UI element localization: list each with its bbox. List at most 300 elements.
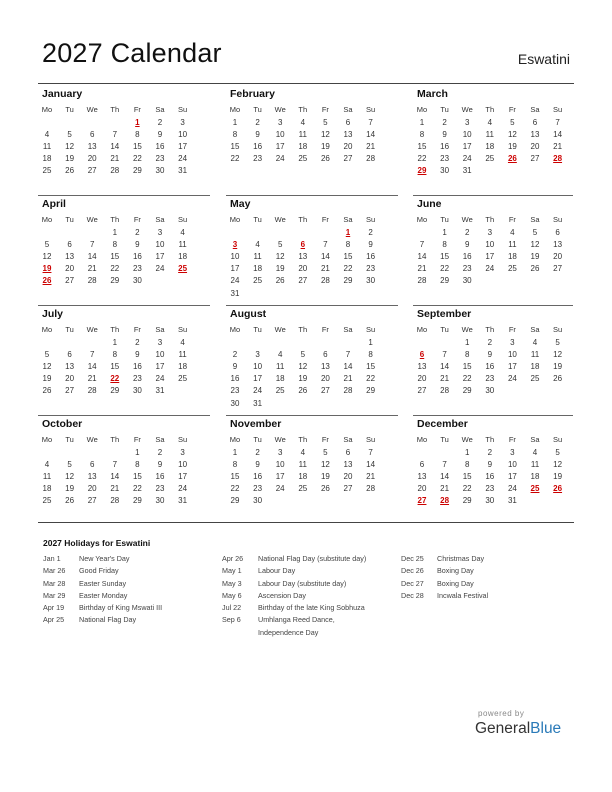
holiday-name: Labour Day (substitute day)	[258, 578, 347, 588]
holiday-name: New Year's Day	[79, 554, 130, 563]
calendar-day: 19	[507, 142, 517, 152]
calendar-day: 31	[462, 166, 472, 176]
weekday-header: Sa	[343, 215, 353, 224]
calendar-day: 21	[110, 154, 120, 164]
weekday-header: Th	[110, 105, 120, 114]
calendar-day: 16	[132, 362, 142, 372]
weekday-header: Mo	[41, 325, 53, 334]
calendar-day: 3	[180, 118, 185, 127]
calendar-day: 23	[132, 264, 142, 274]
calendar-day: 14	[553, 130, 563, 140]
weekday-header: Fr	[508, 105, 516, 114]
calendar-day: 27	[343, 484, 353, 494]
calendar-day: 29	[110, 276, 120, 286]
weekday-header: Fr	[133, 325, 141, 334]
calendar-day: 30	[132, 386, 142, 396]
calendar-day: 7	[442, 460, 447, 470]
calendar-day: 28	[110, 496, 120, 506]
holiday-item	[222, 578, 402, 590]
weekday-header: Sa	[155, 325, 165, 334]
calendar-day: 20	[87, 154, 97, 164]
calendar-day: 6	[345, 448, 351, 457]
calendar-day: 27	[298, 276, 308, 286]
calendar-day: 15	[417, 142, 427, 152]
weekday-header: We	[86, 105, 98, 114]
holiday-date-label: Jan 1	[43, 554, 61, 563]
calendar-day: 6	[67, 240, 72, 250]
weekday-header: We	[86, 435, 98, 444]
calendar-day: 21	[320, 264, 330, 274]
calendar-day: 18	[530, 362, 540, 372]
calendar-day: 18	[42, 484, 52, 494]
calendar-day: 2	[464, 228, 470, 237]
holiday-date-label: Apr 26	[222, 554, 244, 563]
country-name: Eswatini	[517, 51, 570, 67]
weekday-header: Sa	[155, 435, 165, 444]
calendar-day: 26	[275, 276, 285, 286]
holiday-date: 28	[553, 154, 563, 164]
calendar-day: 10	[155, 240, 165, 250]
calendar-day: 8	[232, 460, 238, 470]
calendar-day: 7	[368, 448, 373, 457]
calendar-day: 1	[419, 118, 425, 127]
calendar-day: 15	[366, 362, 376, 372]
weekday-header: Sa	[530, 325, 540, 334]
calendar-day: 15	[462, 362, 472, 372]
calendar-day: 11	[508, 240, 517, 250]
calendar-day: 6	[89, 130, 95, 140]
holiday-item	[43, 590, 223, 602]
calendar-day: 29	[110, 386, 120, 396]
calendar-day: 17	[155, 252, 165, 262]
calendar-day: 11	[530, 350, 540, 360]
calendar-day: 13	[417, 362, 427, 372]
calendar-day: 5	[532, 228, 538, 237]
calendar-day: 28	[366, 484, 376, 494]
holiday-date-label: Dec 26	[401, 566, 424, 576]
weekday-header: Mo	[229, 105, 241, 114]
calendar-day: 28	[87, 276, 97, 286]
calendar-day: 3	[464, 118, 470, 127]
calendar-day: 26	[320, 154, 330, 164]
calendar-day: 18	[42, 154, 52, 164]
holiday-date-label: May 1	[222, 566, 242, 576]
weekday-header: We	[274, 105, 286, 114]
calendar-day: 7	[112, 130, 118, 140]
holiday-name: Ascension Day	[258, 590, 306, 600]
calendar-day: 21	[440, 484, 450, 494]
calendar-day: 13	[417, 472, 427, 482]
holiday-date-label: Mar 29	[43, 590, 66, 600]
calendar-day: 10	[462, 130, 472, 140]
calendar-day: 4	[180, 338, 185, 347]
brand-logo[interactable]	[475, 720, 561, 738]
calendar-day: 15	[343, 252, 353, 262]
calendar-day: 26	[320, 484, 330, 494]
holiday-name: Boxing Day	[437, 566, 474, 576]
month-divider	[226, 305, 398, 306]
calendar-day: 13	[343, 130, 353, 140]
calendar-day: 20	[65, 264, 75, 274]
calendar-day: 18	[178, 252, 188, 262]
calendar-day: 8	[135, 460, 140, 470]
calendar-day: 7	[442, 350, 447, 360]
weekday-header: Th	[298, 325, 308, 334]
calendar-day: 21	[87, 374, 97, 384]
calendar-day: 12	[553, 460, 563, 470]
calendar-day: 23	[485, 484, 495, 494]
calendar-day: 20	[320, 374, 330, 384]
weekday-header: We	[461, 325, 473, 334]
calendar-day: 2	[232, 350, 238, 360]
month-january	[40, 85, 200, 185]
holiday-item	[222, 553, 402, 565]
weekday-header: Su	[366, 105, 376, 114]
holiday-item	[43, 565, 223, 577]
calendar-day: 20	[343, 142, 353, 152]
calendar-day: 14	[440, 362, 450, 372]
calendar-day: 23	[366, 264, 376, 274]
calendar-day: 9	[442, 130, 447, 140]
calendar-day: 25	[42, 166, 52, 176]
calendar-day: 28	[440, 386, 450, 396]
month-divider	[413, 195, 573, 196]
calendar-day: 4	[300, 118, 306, 127]
calendar-day: 27	[65, 386, 75, 396]
calendar-day: 17	[178, 142, 188, 152]
calendar-day: 24	[155, 374, 165, 384]
weekday-header: We	[86, 215, 98, 224]
calendar-day: 9	[232, 362, 238, 372]
calendar-day: 26	[530, 264, 540, 274]
calendar-day: 8	[368, 350, 373, 360]
holiday-item	[401, 590, 581, 602]
weekday-header: Th	[485, 435, 495, 444]
calendar-day: 16	[462, 252, 472, 262]
weekday-header: Tu	[65, 215, 74, 224]
month-divider	[226, 195, 398, 196]
calendar-day: 19	[553, 472, 563, 482]
calendar-day: 14	[87, 362, 97, 372]
calendar-day: 28	[320, 276, 330, 286]
calendar-day: 25	[298, 154, 308, 164]
calendar-day: 10	[155, 350, 165, 360]
calendar-day: 20	[553, 252, 563, 262]
calendar-day: 20	[65, 374, 75, 384]
calendar-day: 13	[343, 460, 353, 470]
calendar-day: 18	[298, 472, 308, 482]
calendar-day: 30	[440, 166, 450, 176]
calendar-day: 22	[462, 484, 472, 494]
calendar-day: 8	[419, 130, 425, 140]
calendar-day: 17	[485, 252, 495, 262]
calendar-day: 31	[155, 386, 165, 396]
weekday-header: Sa	[530, 435, 540, 444]
month-october	[40, 415, 200, 515]
calendar-day: 21	[553, 142, 563, 152]
holiday-date: 27	[417, 496, 427, 506]
holiday-date-label: May 6	[222, 590, 242, 600]
weekday-header: Sa	[155, 105, 165, 114]
holiday-item	[222, 614, 378, 639]
holiday-date: 1	[135, 118, 140, 127]
calendar-day: 20	[530, 142, 540, 152]
calendar-day: 22	[110, 264, 120, 274]
calendar-day: 16	[155, 472, 165, 482]
month-november	[228, 415, 388, 515]
calendar-day: 12	[320, 130, 330, 140]
calendar-day: 28	[87, 386, 97, 396]
calendar-day: 21	[366, 472, 376, 482]
calendar-day: 5	[277, 240, 283, 250]
holiday-date: 25	[530, 484, 540, 494]
calendar-day: 15	[440, 252, 450, 262]
calendar-day: 12	[65, 472, 75, 482]
holiday-name: National Flag Day	[79, 615, 137, 625]
calendar-day: 7	[345, 350, 351, 360]
calendar-day: 15	[132, 472, 142, 482]
calendar-day: 5	[67, 130, 72, 140]
calendar-day: 7	[112, 460, 118, 470]
month-may	[228, 195, 388, 298]
month-march	[415, 85, 575, 185]
holiday-item	[43, 614, 223, 626]
calendar-day: 19	[275, 264, 285, 274]
calendar-day: 4	[255, 240, 260, 250]
calendar-day: 23	[462, 264, 472, 274]
calendar-day: 21	[366, 142, 376, 152]
calendar-day: 5	[555, 338, 560, 347]
calendar-day: 30	[132, 276, 142, 286]
holiday-item	[43, 578, 223, 590]
calendar-day: 17	[155, 362, 165, 372]
calendar-day: 14	[320, 252, 330, 262]
calendar-day: 14	[440, 472, 450, 482]
calendar-day: 10	[275, 130, 285, 140]
calendar-day: 17	[253, 374, 263, 384]
month-june	[415, 195, 575, 295]
weekday-header: Fr	[133, 215, 141, 224]
holidays-heading: 2027 Holidays for Eswatini	[43, 538, 151, 548]
holiday-date: 1	[345, 228, 351, 237]
calendar-day: 4	[44, 460, 50, 470]
weekday-header: Fr	[133, 435, 141, 444]
calendar-day: 16	[132, 252, 142, 262]
calendar-day: 27	[343, 154, 353, 164]
calendar-day: 30	[253, 496, 263, 506]
calendar-day: 23	[230, 386, 240, 396]
calendar-day: 3	[510, 338, 515, 347]
calendar-day: 16	[366, 252, 376, 262]
weekday-header: Su	[366, 215, 376, 224]
calendar-day: 19	[65, 154, 75, 164]
calendar-day: 10	[253, 362, 263, 372]
holiday-item	[43, 602, 223, 614]
calendar-day: 1	[464, 338, 470, 347]
calendar-day: 6	[323, 350, 328, 360]
calendar-day: 29	[462, 386, 472, 396]
calendar-day: 4	[532, 338, 538, 347]
calendar-day: 4	[510, 228, 515, 237]
holiday-date-label: May 3	[222, 578, 242, 588]
calendar-day: 26	[65, 496, 75, 506]
calendar-day: 24	[178, 154, 188, 164]
weekday-header: Th	[298, 435, 308, 444]
calendar-day: 2	[157, 448, 163, 457]
calendar-day: 9	[368, 240, 373, 250]
calendar-day: 29	[462, 496, 472, 506]
holiday-name: Boxing Day	[437, 578, 474, 588]
weekday-header: Su	[366, 325, 376, 334]
brand-general: General	[475, 720, 531, 737]
holiday-column	[222, 553, 402, 639]
weekday-header: Tu	[253, 435, 262, 444]
calendar-day: 29	[132, 166, 142, 176]
calendar-day: 15	[230, 472, 240, 482]
powered-by-label: powered by	[478, 709, 525, 718]
calendar-day: 18	[275, 374, 285, 384]
calendar-day: 6	[555, 228, 560, 237]
calendar-day: 26	[298, 386, 308, 396]
calendar-day: 13	[298, 252, 308, 262]
weekday-header: We	[274, 325, 286, 334]
calendar-day: 30	[485, 496, 495, 506]
holiday-date-label: Sep 6	[222, 615, 241, 625]
holiday-item	[222, 565, 402, 577]
calendar-day: 1	[112, 338, 118, 347]
calendar-day: 10	[485, 240, 495, 250]
calendar-day: 3	[157, 338, 163, 347]
weekday-header: Fr	[321, 215, 329, 224]
holiday-date: 26	[553, 484, 563, 494]
weekday-header: Mo	[41, 435, 53, 444]
weekday-header: Su	[178, 215, 188, 224]
holiday-item	[401, 565, 581, 577]
holiday-item	[401, 553, 581, 565]
calendar-day: 19	[298, 374, 308, 384]
calendar-day: 25	[485, 154, 495, 164]
calendar-day: 17	[507, 472, 517, 482]
calendar-day: 2	[255, 448, 260, 457]
month-name: May	[230, 198, 251, 210]
holiday-name: Labour Day	[258, 566, 296, 576]
calendar-day: 24	[230, 276, 240, 286]
calendar-day: 26	[553, 374, 563, 384]
calendar-day: 10	[507, 460, 517, 470]
weekday-header: Sa	[343, 435, 353, 444]
weekday-header: Th	[298, 215, 308, 224]
calendar-day: 12	[42, 252, 52, 262]
holiday-date-label: Dec 25	[401, 554, 424, 563]
month-name: October	[42, 418, 83, 430]
calendar-day: 5	[555, 448, 560, 457]
calendar-day: 31	[178, 496, 188, 506]
calendar-day: 26	[65, 166, 75, 176]
brand-blue: Blue	[530, 720, 562, 737]
calendar-day: 6	[532, 118, 538, 127]
weekday-header: Tu	[65, 325, 74, 334]
calendar-day: 19	[320, 142, 330, 152]
calendar-day: 22	[343, 264, 353, 274]
calendar-day: 31	[178, 166, 188, 176]
calendar-day: 6	[67, 350, 72, 360]
calendar-day: 21	[343, 374, 353, 384]
holiday-date: 28	[440, 496, 450, 506]
calendar-day: 8	[112, 350, 118, 360]
calendar-day: 22	[417, 154, 427, 164]
month-name: December	[417, 418, 468, 430]
calendar-day: 9	[464, 240, 470, 250]
calendar-day: 3	[255, 350, 260, 360]
calendar-day: 13	[553, 240, 563, 250]
weekday-header: Su	[553, 105, 563, 114]
calendar-day: 28	[343, 386, 353, 396]
calendar-day: 27	[320, 386, 330, 396]
calendar-day: 15	[110, 362, 120, 372]
calendar-day: 5	[300, 350, 306, 360]
calendar-day: 12	[42, 362, 52, 372]
calendar-day: 24	[155, 264, 165, 274]
weekday-header: Th	[110, 325, 120, 334]
calendar-day: 27	[87, 166, 97, 176]
calendar-day: 24	[178, 484, 188, 494]
calendar-day: 21	[110, 484, 120, 494]
calendar-day: 5	[67, 460, 72, 470]
calendar-day: 12	[320, 460, 330, 470]
calendar-day: 24	[275, 154, 285, 164]
calendar-day: 23	[155, 154, 165, 164]
calendar-day: 3	[510, 448, 515, 457]
calendar-day: 22	[462, 374, 472, 384]
calendar-day: 1	[112, 228, 118, 237]
calendar-day: 19	[553, 362, 563, 372]
calendar-day: 15	[110, 252, 120, 262]
month-august	[228, 305, 388, 408]
weekday-header: Th	[110, 215, 120, 224]
calendar-day: 19	[42, 374, 52, 384]
calendar-day: 17	[230, 264, 240, 274]
weekday-header: We	[86, 325, 98, 334]
calendar-day: 11	[276, 362, 285, 372]
weekday-header: We	[274, 215, 286, 224]
weekday-header: Sa	[530, 215, 540, 224]
calendar-day: 2	[135, 338, 140, 347]
calendar-day: 7	[89, 240, 95, 250]
calendar-day: 4	[300, 448, 306, 457]
weekday-header: Su	[553, 215, 563, 224]
calendar-day: 29	[230, 496, 240, 506]
calendar-day: 22	[132, 484, 142, 494]
calendar-day: 18	[178, 362, 188, 372]
calendar-day: 12	[507, 130, 517, 140]
weekday-header: Fr	[133, 105, 141, 114]
calendar-day: 24	[275, 484, 285, 494]
calendar-day: 30	[485, 386, 495, 396]
calendar-day: 3	[277, 448, 283, 457]
calendar-day: 14	[366, 130, 376, 140]
calendar-day: 18	[253, 264, 263, 274]
calendar-day: 22	[132, 154, 142, 164]
calendar-day: 25	[275, 386, 285, 396]
title-divider	[38, 83, 574, 84]
calendar-day: 23	[155, 484, 165, 494]
weekday-header: Tu	[65, 435, 74, 444]
calendar-day: 3	[157, 228, 163, 237]
calendar-day: 25	[42, 496, 52, 506]
calendar-day: 23	[440, 154, 450, 164]
calendar-day: 29	[440, 276, 450, 286]
weekday-header: Mo	[41, 215, 53, 224]
